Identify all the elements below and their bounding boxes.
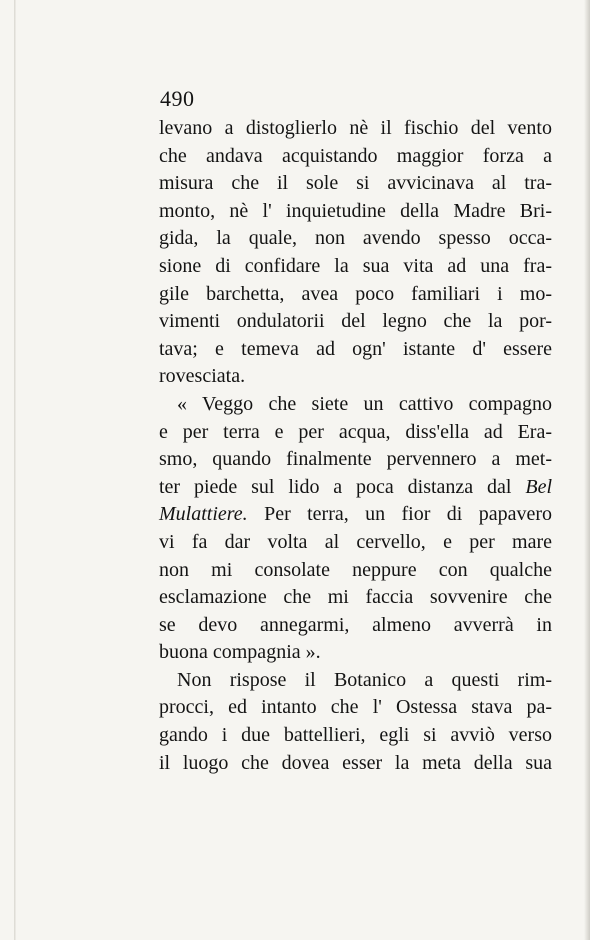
line-text: Per terra, un fior di papavero (264, 503, 553, 526)
line-text: vimenti ondulatorii del legno che la por- (159, 310, 552, 333)
text-line (159, 308, 552, 336)
text-line (159, 281, 552, 309)
line-text: che andava acquistando maggior forza a (159, 144, 552, 167)
line-text: misura che il sole si avvicinava al tra- (159, 172, 552, 195)
text-line (159, 639, 552, 667)
line-text: se devo annegarmi, almeno avverrà in (159, 613, 552, 636)
line-text: gile barchetta, avea poco familiari i mo- (159, 282, 552, 305)
text-line (159, 750, 552, 778)
text-line (159, 336, 552, 364)
text-line (159, 419, 552, 447)
line-text: vi fa dar volta al cervello, e per mare (159, 530, 552, 553)
text-line (159, 667, 552, 695)
text-line (159, 115, 552, 143)
text-line (159, 225, 552, 253)
line-text: monto, nè l' inquietudine della Madre Bri- (159, 199, 552, 222)
italic-text: Mulattiere. (159, 503, 248, 526)
line-text: e per terra e per acqua, diss'ella ad Era- (159, 420, 552, 443)
line-text: rovesciata. (159, 365, 246, 388)
line-text: sione di confidare la sua vita ad una fra- (159, 254, 552, 277)
text-line (159, 694, 552, 722)
text-line (159, 501, 552, 529)
text-line (159, 446, 552, 474)
line-text: ter piede sul lido a poca distanza dal (159, 475, 512, 498)
text-line (159, 143, 552, 171)
line-text: non mi consolate neppure con qualche (159, 558, 552, 581)
line-text: levano a distoglierlo nè il fischio del vento (159, 117, 552, 139)
italic-text: Bel (525, 475, 553, 498)
text-line (159, 363, 552, 391)
body-text (159, 115, 552, 777)
text-line (159, 253, 552, 281)
page-binding-edge (14, 0, 16, 940)
line-text: smo, quando finalmente pervennero a met- (159, 448, 552, 471)
line-text: procci, ed intanto che l' Ostessa stava pa- (159, 696, 552, 719)
line-text: Non rispose il Botanico a questi rim- (177, 668, 552, 691)
page-number: 490 (160, 86, 195, 111)
text-line (159, 170, 552, 198)
line-text: gando i due battellieri, egli si avviò verso (159, 724, 552, 747)
page-right-edge (584, 0, 590, 940)
text-line (159, 584, 552, 612)
line-text: « Veggo che siete un cattivo compagno (177, 392, 552, 415)
text-line (159, 391, 552, 419)
line-text: buona compagnia ». (159, 641, 321, 664)
line-text: gida, la quale, non avendo spesso occa- (159, 227, 552, 250)
text-line (159, 474, 552, 502)
text-line (159, 557, 552, 585)
line-text: tava; e temeva ad ogn' istante d' essere (159, 337, 552, 360)
text-line (159, 612, 552, 640)
text-line (159, 722, 552, 750)
text-line (159, 198, 552, 226)
line-text: esclamazione che mi faccia sovvenire che (159, 586, 552, 609)
line-text: il luogo che dovea esser la meta della sua (159, 751, 552, 774)
text-line (159, 529, 552, 557)
